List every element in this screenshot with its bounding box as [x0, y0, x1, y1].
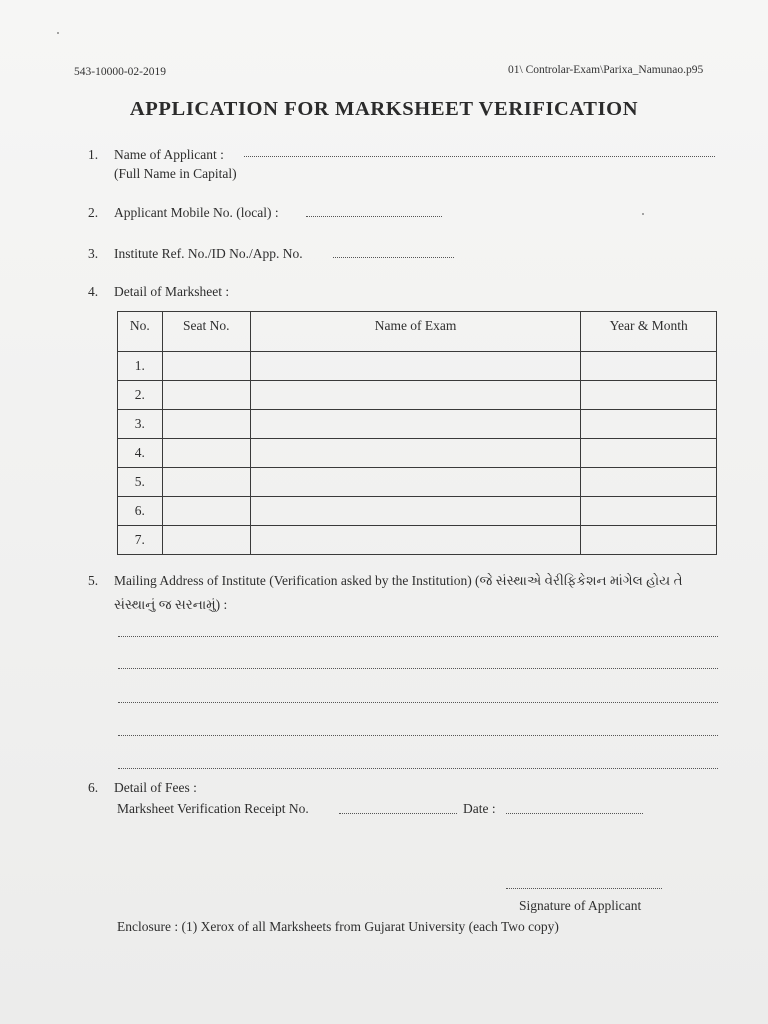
date-label: Date : [463, 801, 496, 816]
address-line-1[interactable] [118, 636, 718, 637]
institute-ref-label: Institute Ref. No./ID No./App. No. [114, 246, 303, 261]
exam-cell[interactable] [250, 381, 581, 410]
year-month-cell[interactable] [581, 352, 717, 381]
col-header-exam: Name of Exam [250, 312, 581, 352]
exam-cell[interactable] [250, 410, 581, 439]
field-institute-ref [88, 246, 303, 262]
mobile-line[interactable] [306, 216, 442, 217]
exam-cell[interactable] [250, 497, 581, 526]
exam-cell[interactable] [250, 352, 581, 381]
form-title: APPLICATION FOR MARKSHEET VERIFICATION [129, 98, 639, 120]
table-row [118, 439, 717, 468]
year-month-cell[interactable] [581, 526, 717, 555]
item-number: 5. [88, 573, 99, 588]
applicant-name-label: Name of Applicant : [114, 147, 224, 162]
year-month-cell[interactable] [581, 497, 717, 526]
col-header-no: No. [118, 312, 163, 352]
applicant-name-hint: (Full Name in Capital) [114, 166, 237, 181]
year-month-cell[interactable] [581, 410, 717, 439]
seat-cell[interactable] [162, 352, 250, 381]
year-month-cell[interactable] [581, 439, 717, 468]
receipt-no-label: Marksheet Verification Receipt No. [117, 801, 309, 816]
col-header-year-month: Year & Month [581, 312, 717, 352]
mailing-address-label: Mailing Address of Institute (Verification asked by the Institution) (જે સંસ્થાએ વેરીફિકેશન માંગેલ હોય તે [114, 573, 683, 588]
mobile-label: Applicant Mobile No. (local) : [114, 205, 279, 220]
address-line-3[interactable] [118, 702, 718, 703]
row-number: 1. [118, 352, 163, 381]
date-line[interactable] [506, 813, 643, 814]
fees-label: Detail of Fees : [114, 780, 197, 795]
seat-cell[interactable] [162, 381, 250, 410]
table-row [118, 352, 717, 381]
table-header-row [118, 312, 717, 352]
exam-cell[interactable] [250, 468, 581, 497]
seat-cell[interactable] [162, 439, 250, 468]
scan-speck [642, 213, 644, 215]
row-number: 6. [118, 497, 163, 526]
row-number: 3. [118, 410, 163, 439]
institute-ref-line[interactable] [333, 257, 454, 258]
item-number: 2. [88, 205, 99, 220]
row-number: 7. [118, 526, 163, 555]
year-month-cell[interactable] [581, 468, 717, 497]
scan-speck [57, 32, 59, 34]
seat-cell[interactable] [162, 410, 250, 439]
item-number: 6. [88, 780, 99, 795]
table-row [118, 526, 717, 555]
address-line-5[interactable] [118, 768, 718, 769]
marksheet-label: Detail of Marksheet : [114, 284, 230, 299]
field-mobile [88, 205, 279, 221]
applicant-name-line[interactable] [244, 156, 715, 157]
year-month-cell[interactable] [581, 381, 717, 410]
field-marksheet-detail [88, 284, 229, 300]
marksheet-table [117, 311, 717, 555]
signature-label: Signature of Applicant [519, 898, 642, 913]
mailing-address-label-cont: સંસ્થાનું જ સરનામું) : [114, 597, 228, 612]
item-number: 1. [88, 147, 99, 162]
field-fees [88, 780, 197, 796]
seat-cell[interactable] [162, 497, 250, 526]
row-number: 5. [118, 468, 163, 497]
address-line-2[interactable] [118, 668, 718, 669]
field-mailing-address [88, 573, 683, 589]
row-number: 2. [118, 381, 163, 410]
file-path: 01\ Controlar-Exam\Parixa_Namunao.p95 [508, 64, 704, 76]
seat-cell[interactable] [162, 526, 250, 555]
row-number: 4. [118, 439, 163, 468]
receipt-no-line[interactable] [339, 813, 457, 814]
exam-cell[interactable] [250, 439, 581, 468]
form-code: 543-10000-02-2019 [74, 66, 166, 78]
seat-cell[interactable] [162, 468, 250, 497]
exam-cell[interactable] [250, 526, 581, 555]
table-row [118, 410, 717, 439]
table-row [118, 497, 717, 526]
item-number: 3. [88, 246, 99, 261]
signature-line[interactable] [506, 888, 662, 889]
item-number: 4. [88, 284, 99, 299]
table-row [118, 381, 717, 410]
col-header-seat: Seat No. [162, 312, 250, 352]
field-applicant-name [88, 147, 224, 163]
enclosure-note: Enclosure : (1) Xerox of all Marksheets from Gujarat University (each Two copy) [117, 919, 559, 934]
address-line-4[interactable] [118, 735, 718, 736]
table-row [118, 468, 717, 497]
